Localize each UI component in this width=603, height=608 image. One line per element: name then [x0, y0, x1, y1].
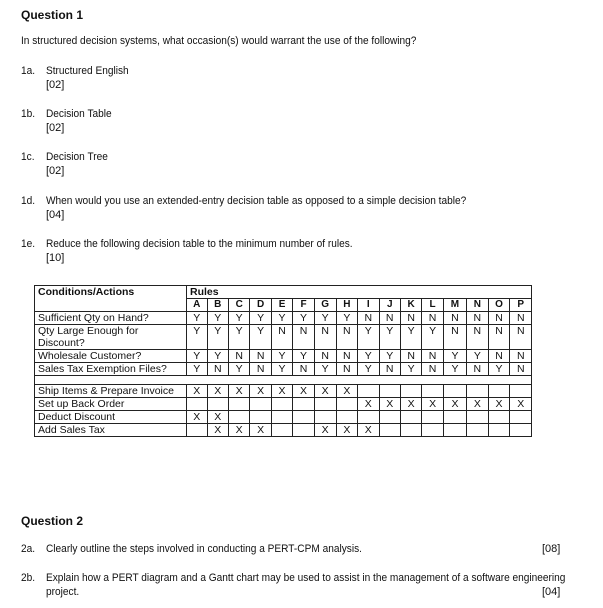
- item-1e-number: 1e.: [21, 238, 36, 250]
- condition-row-cell: Y: [187, 363, 208, 376]
- action-row-cell: X: [187, 385, 208, 398]
- rule-letter: G: [314, 299, 336, 312]
- action-row: [35, 424, 532, 437]
- condition-row-cell: N: [400, 312, 421, 325]
- condition-row-cell: N: [228, 350, 249, 363]
- action-row-cell: [422, 411, 443, 424]
- condition-row-cell: N: [250, 363, 271, 376]
- condition-row-cell: Y: [187, 312, 208, 325]
- action-row-cell: [271, 411, 292, 424]
- condition-row-cell: N: [293, 363, 314, 376]
- action-row-cell: [488, 424, 510, 437]
- action-row-cell: [510, 411, 532, 424]
- rule-letter: J: [379, 299, 400, 312]
- action-row-cell: X: [467, 398, 488, 411]
- item-1d-text: When would you use an extended-entry decision table as opposed to a simple decision table?: [46, 195, 467, 207]
- rule-letter: L: [422, 299, 443, 312]
- action-row-cell: [336, 411, 357, 424]
- action-row-cell: [314, 398, 336, 411]
- rule-letter: H: [336, 299, 357, 312]
- condition-row-cell: N: [467, 312, 488, 325]
- item-1c-marks: [02]: [46, 165, 65, 177]
- condition-row: [35, 363, 532, 376]
- action-row-cell: [293, 424, 314, 437]
- action-row-cell: [250, 411, 271, 424]
- action-row-cell: [228, 398, 249, 411]
- condition-row-cell: N: [510, 350, 532, 363]
- condition-row-cell: Y: [379, 350, 400, 363]
- condition-row-cell: Y: [207, 350, 228, 363]
- condition-row-cell: Y: [271, 350, 292, 363]
- action-row-cell: X: [314, 385, 336, 398]
- action-row-label: Add Sales Tax: [35, 424, 187, 437]
- condition-row-cell: Y: [250, 325, 271, 350]
- item-1a-text: Structured English: [46, 65, 129, 77]
- action-row-cell: X: [207, 385, 228, 398]
- action-row-cell: [207, 398, 228, 411]
- action-row-cell: X: [422, 398, 443, 411]
- item-1e-marks: [10]: [46, 252, 65, 264]
- question-1-intro: In structured decision systems, what occasion(s) would warrant the use of the following?: [21, 35, 417, 47]
- action-row-cell: X: [228, 385, 249, 398]
- condition-row-cell: Y: [228, 312, 249, 325]
- table-spacer-row: [35, 376, 532, 385]
- action-row-cell: X: [400, 398, 421, 411]
- action-row-cell: [488, 411, 510, 424]
- action-row-label: Deduct Discount: [35, 411, 187, 424]
- condition-row-cell: N: [422, 312, 443, 325]
- condition-row-cell: N: [358, 312, 379, 325]
- condition-row-cell: Y: [422, 325, 443, 350]
- item-2b-text-continued: project.: [46, 586, 80, 598]
- action-row-cell: X: [336, 385, 357, 398]
- item-1d-marks: [04]: [46, 209, 65, 221]
- action-row-cell: [314, 411, 336, 424]
- item-1c-text: Decision Tree: [46, 151, 108, 163]
- question-2-title: Question 2: [21, 514, 84, 528]
- condition-row-cell: N: [443, 312, 466, 325]
- action-row-cell: [336, 398, 357, 411]
- item-2b-marks: [04]: [542, 586, 561, 598]
- condition-row-cell: Y: [187, 350, 208, 363]
- rule-letter: A: [187, 299, 208, 312]
- condition-row-cell: N: [271, 325, 292, 350]
- condition-row-cell: N: [488, 325, 510, 350]
- item-2a-marks: [08]: [542, 543, 561, 555]
- condition-row-cell: N: [379, 363, 400, 376]
- action-row-cell: [358, 411, 379, 424]
- table-header-conditions: Conditions/Actions: [35, 286, 187, 312]
- condition-row-label: Qty Large Enough for Discount?: [35, 325, 187, 350]
- item-1a-number: 1a.: [21, 65, 36, 77]
- condition-row-cell: Y: [314, 363, 336, 376]
- action-row: [35, 411, 532, 424]
- condition-row-label: Sales Tax Exemption Files?: [35, 363, 187, 376]
- item-1a-marks: [02]: [46, 79, 65, 91]
- rule-letter: E: [271, 299, 292, 312]
- item-2a-text: Clearly outline the steps involved in conducting a PERT-CPM analysis.: [46, 543, 362, 555]
- item-1c-number: 1c.: [21, 151, 35, 163]
- condition-row-cell: Y: [400, 325, 421, 350]
- rule-letter: D: [250, 299, 271, 312]
- condition-row-cell: Y: [293, 350, 314, 363]
- condition-row-cell: Y: [443, 363, 466, 376]
- action-row-cell: [467, 411, 488, 424]
- condition-row: [35, 325, 532, 350]
- condition-row-cell: Y: [358, 350, 379, 363]
- action-row-cell: [400, 411, 421, 424]
- condition-row-cell: Y: [271, 363, 292, 376]
- action-row-cell: X: [510, 398, 532, 411]
- action-row-cell: [293, 398, 314, 411]
- condition-row: [35, 350, 532, 363]
- action-row-label: Ship Items & Prepare Invoice: [35, 385, 187, 398]
- condition-row-label: Wholesale Customer?: [35, 350, 187, 363]
- item-1d-number: 1d.: [21, 195, 36, 207]
- action-row-cell: X: [187, 411, 208, 424]
- action-row-cell: [422, 385, 443, 398]
- rule-letter: B: [207, 299, 228, 312]
- condition-row-cell: Y: [228, 325, 249, 350]
- condition-row-cell: N: [510, 363, 532, 376]
- action-row-cell: [400, 385, 421, 398]
- condition-row-cell: Y: [293, 312, 314, 325]
- action-row-cell: X: [379, 398, 400, 411]
- condition-row-cell: Y: [250, 312, 271, 325]
- condition-row-cell: Y: [358, 325, 379, 350]
- action-row-cell: [187, 398, 208, 411]
- condition-row-cell: N: [314, 325, 336, 350]
- action-row-cell: [443, 385, 466, 398]
- condition-row-cell: Y: [314, 312, 336, 325]
- condition-row-cell: N: [293, 325, 314, 350]
- action-row-cell: X: [207, 411, 228, 424]
- condition-row-cell: Y: [187, 325, 208, 350]
- condition-row-cell: N: [336, 325, 357, 350]
- action-row-cell: [467, 424, 488, 437]
- condition-row-cell: Y: [467, 350, 488, 363]
- rule-letter: F: [293, 299, 314, 312]
- condition-row-cell: N: [488, 350, 510, 363]
- condition-row-cell: N: [336, 350, 357, 363]
- condition-row-cell: Y: [400, 363, 421, 376]
- action-row-cell: [379, 424, 400, 437]
- condition-row-cell: Y: [379, 325, 400, 350]
- action-row-cell: [187, 424, 208, 437]
- action-row-cell: [228, 411, 249, 424]
- condition-row-cell: Y: [336, 312, 357, 325]
- condition-row-cell: Y: [271, 312, 292, 325]
- condition-row-cell: N: [314, 350, 336, 363]
- condition-row-cell: N: [443, 325, 466, 350]
- action-row-label: Set up Back Order: [35, 398, 187, 411]
- rule-letter: P: [510, 299, 532, 312]
- action-row-cell: X: [271, 385, 292, 398]
- condition-row-cell: N: [207, 363, 228, 376]
- action-row-cell: [467, 385, 488, 398]
- action-row-cell: [379, 411, 400, 424]
- action-row-cell: [443, 424, 466, 437]
- condition-row-cell: Y: [358, 363, 379, 376]
- action-row-cell: [271, 398, 292, 411]
- action-row-cell: [510, 385, 532, 398]
- condition-row-cell: N: [250, 350, 271, 363]
- condition-row-cell: N: [422, 350, 443, 363]
- action-row-cell: [271, 424, 292, 437]
- table-header-rules: Rules: [187, 286, 532, 299]
- action-row-cell: [250, 398, 271, 411]
- condition-row-cell: Y: [488, 363, 510, 376]
- rule-letter: O: [488, 299, 510, 312]
- action-row-cell: X: [358, 424, 379, 437]
- item-1b-number: 1b.: [21, 108, 36, 120]
- action-row-cell: X: [336, 424, 357, 437]
- rule-letter: N: [467, 299, 488, 312]
- action-row-cell: X: [293, 385, 314, 398]
- action-row: [35, 398, 532, 411]
- action-row-cell: X: [207, 424, 228, 437]
- condition-row-cell: Y: [443, 350, 466, 363]
- rule-letter: I: [358, 299, 379, 312]
- action-row-cell: [400, 424, 421, 437]
- action-row-cell: X: [443, 398, 466, 411]
- action-row-cell: X: [250, 385, 271, 398]
- condition-row-cell: N: [422, 363, 443, 376]
- item-2b-number: 2b.: [21, 572, 36, 584]
- action-row-cell: [379, 385, 400, 398]
- condition-row-cell: N: [400, 350, 421, 363]
- action-row-cell: X: [228, 424, 249, 437]
- action-row-cell: [293, 411, 314, 424]
- rule-letter: K: [400, 299, 421, 312]
- action-row-cell: [443, 411, 466, 424]
- decision-table: [34, 285, 532, 437]
- action-row-cell: [422, 424, 443, 437]
- action-row-cell: X: [358, 398, 379, 411]
- condition-row: [35, 312, 532, 325]
- condition-row-cell: Y: [207, 312, 228, 325]
- item-1e-text: Reduce the following decision table to the minimum number of rules.: [46, 238, 353, 250]
- condition-row-cell: N: [379, 312, 400, 325]
- condition-row-label: Sufficient Qty on Hand?: [35, 312, 187, 325]
- condition-row-cell: Y: [228, 363, 249, 376]
- item-2b-text: Explain how a PERT diagram and a Gantt chart may be used to assist in the management of a software engineering: [46, 572, 566, 584]
- action-row-cell: [358, 385, 379, 398]
- item-1b-text: Decision Table: [46, 108, 112, 120]
- question-1-title: Question 1: [21, 8, 84, 22]
- condition-row-cell: N: [488, 312, 510, 325]
- condition-row-cell: N: [510, 312, 532, 325]
- action-row-cell: [510, 424, 532, 437]
- action-row-cell: X: [314, 424, 336, 437]
- action-row-cell: X: [250, 424, 271, 437]
- action-row-cell: X: [488, 398, 510, 411]
- condition-row-cell: Y: [207, 325, 228, 350]
- item-1b-marks: [02]: [46, 122, 65, 134]
- condition-row-cell: N: [336, 363, 357, 376]
- action-row: [35, 385, 532, 398]
- condition-row-cell: N: [467, 325, 488, 350]
- rule-letter: C: [228, 299, 249, 312]
- table-spacer: [35, 376, 532, 385]
- condition-row-cell: N: [510, 325, 532, 350]
- item-2a-number: 2a.: [21, 543, 36, 555]
- rule-letter: M: [443, 299, 466, 312]
- condition-row-cell: N: [467, 363, 488, 376]
- action-row-cell: [488, 385, 510, 398]
